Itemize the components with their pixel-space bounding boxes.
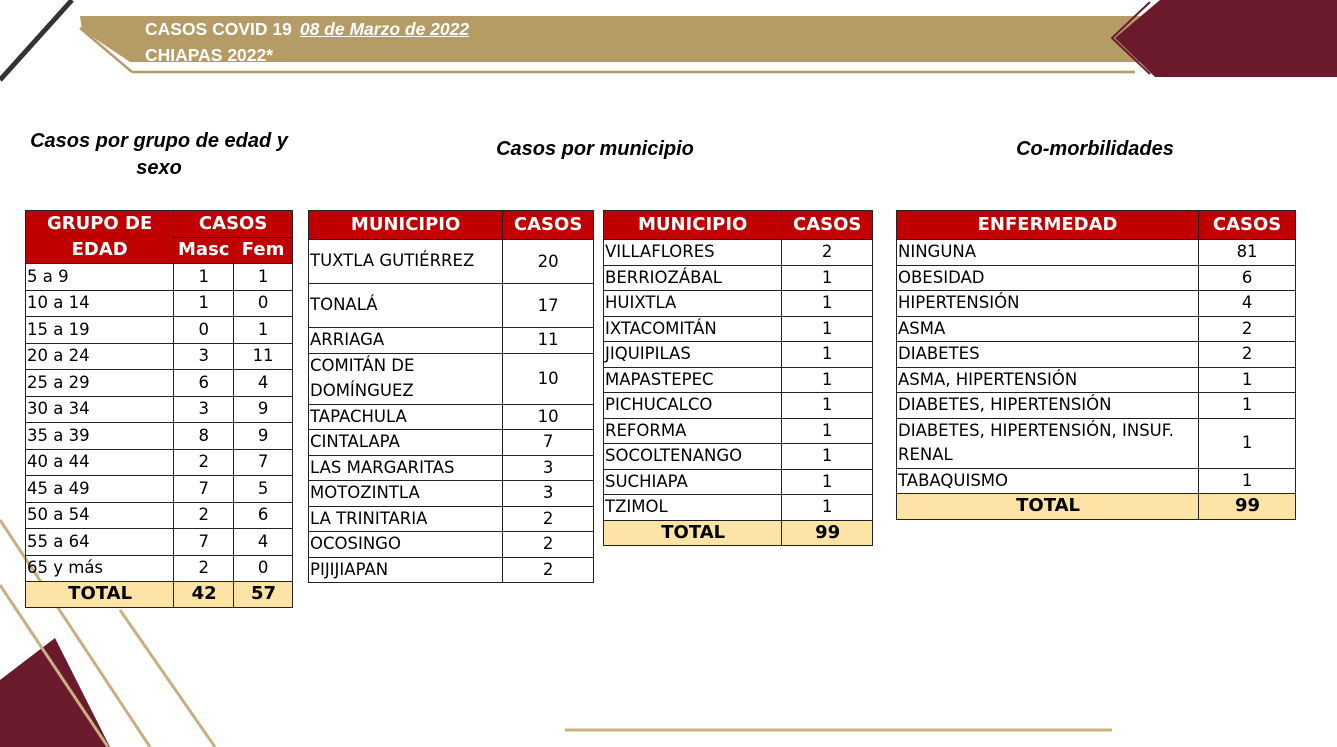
table-row: [309, 506, 594, 532]
table-row: [309, 240, 594, 284]
section-title-comorbid: Co-morbilidades: [1016, 138, 1174, 160]
age-group-cell: 65 y más: [26, 555, 174, 582]
fem-cell: 4: [234, 529, 293, 556]
total-label: TOTAL: [897, 494, 1199, 520]
header-maroon-shape: [1115, 0, 1337, 77]
table-row: [897, 418, 1296, 468]
municipio-table-2: [603, 210, 873, 546]
total-masc: 42: [174, 582, 234, 608]
municipio-cell: SOCOLTENANGO: [604, 444, 782, 470]
cases-cell: 1: [1199, 367, 1296, 393]
cases-header: CASOS: [503, 211, 594, 240]
fem-cell: 5: [234, 476, 293, 503]
table-row: [604, 393, 873, 419]
municipio-cell: SUCHIAPA: [604, 469, 782, 495]
fem-cell: 6: [234, 502, 293, 529]
municipio-cell: LAS MARGARITAS: [309, 455, 503, 481]
municipio-cell: PICHUCALCO: [604, 393, 782, 419]
table-row: [604, 418, 873, 444]
cases-cell: 1: [1199, 418, 1296, 468]
cases-cell: 4: [1199, 291, 1296, 317]
table-row: [309, 481, 594, 507]
fem-header: Fem: [234, 237, 293, 264]
masc-cell: 1: [174, 290, 234, 317]
table-row: [309, 328, 594, 354]
cases-cell: 3: [503, 455, 594, 481]
cases-cell: 1: [782, 316, 873, 342]
table-row: [26, 476, 293, 503]
disease-cell: DIABETES: [897, 342, 1199, 368]
cases-cell: 17: [503, 284, 594, 328]
cases-cell: 10: [503, 353, 594, 404]
cases-cell: 1: [782, 291, 873, 317]
total-label: TOTAL: [26, 582, 174, 608]
cases-cell: 2: [1199, 316, 1296, 342]
cases-header: CASOS: [1199, 211, 1296, 240]
municipio-cell: OCOSINGO: [309, 532, 503, 558]
table-row: [897, 367, 1296, 393]
table-row: [897, 342, 1296, 368]
corner-diagonal: [0, 0, 72, 80]
table-row: [897, 240, 1296, 266]
fem-cell: 4: [234, 370, 293, 397]
table-row: [309, 532, 594, 558]
fem-cell: 7: [234, 449, 293, 476]
disease-cell: HIPERTENSIÓN: [897, 291, 1199, 317]
disease-header: ENFERMEDAD: [897, 211, 1199, 240]
comorbidities-table: [896, 210, 1296, 520]
age-sex-table: [25, 210, 293, 608]
masc-cell: 1: [174, 264, 234, 291]
municipio-cell: CINTALAPA: [309, 430, 503, 456]
municipio-cell: IXTACOMITÁN: [604, 316, 782, 342]
age-group-cell: 40 a 44: [26, 449, 174, 476]
municipio-cell: MOTOZINTLA: [309, 481, 503, 507]
total-fem: 57: [234, 582, 293, 608]
footer-gold-line-3: [120, 610, 215, 747]
table-row: [26, 370, 293, 397]
fem-cell: 9: [234, 396, 293, 423]
section-title-municipio: Casos por municipio: [496, 138, 694, 160]
municipio-cell: REFORMA: [604, 418, 782, 444]
cases-cell: 10: [503, 404, 594, 430]
cases-cell: 2: [503, 506, 594, 532]
cases-cell: 1: [1199, 468, 1296, 494]
total-value: 99: [1199, 494, 1296, 520]
municipio-cell: TUXTLA GUTIÉRREZ: [309, 240, 503, 284]
table-row: [604, 367, 873, 393]
age-group-cell: 35 a 39: [26, 423, 174, 450]
cases-cell: 1: [782, 265, 873, 291]
table-row: [309, 455, 594, 481]
municipio-cell: MAPASTEPEC: [604, 367, 782, 393]
age-group-header: GRUPO DE EDAD: [26, 211, 174, 264]
table-row: [604, 342, 873, 368]
masc-cell: 2: [174, 502, 234, 529]
municipio-cell: PIJIJIAPAN: [309, 557, 503, 583]
masc-cell: 3: [174, 343, 234, 370]
masc-cell: 3: [174, 396, 234, 423]
header-date: 08 de Marzo de 2022: [299, 19, 470, 39]
masc-cell: 2: [174, 555, 234, 582]
age-group-cell: 20 a 24: [26, 343, 174, 370]
cases-cell: 1: [782, 444, 873, 470]
cases-header: CASOS: [174, 211, 293, 238]
municipio-total-row: [604, 520, 873, 546]
table-row: [26, 343, 293, 370]
table-row: [26, 317, 293, 344]
disease-cell: ASMA: [897, 316, 1199, 342]
fem-cell: 9: [234, 423, 293, 450]
header-title: [145, 18, 469, 40]
masc-cell: 7: [174, 529, 234, 556]
municipio-cell: COMITÁN DE DOMÍNGUEZ: [309, 353, 503, 404]
table-row: [26, 423, 293, 450]
municipio-cell: TZIMOL: [604, 495, 782, 521]
section-title-age-sex: Casos por grupo de edad y sexo: [30, 130, 288, 179]
table-row: [897, 265, 1296, 291]
disease-cell: TABAQUISMO: [897, 468, 1199, 494]
masc-header: Masc: [174, 237, 234, 264]
municipio-cell: LA TRINITARIA: [309, 506, 503, 532]
table-row: [26, 502, 293, 529]
table-row: [897, 468, 1296, 494]
cases-cell: 7: [503, 430, 594, 456]
cases-header: CASOS: [782, 211, 873, 240]
municipio-cell: TAPACHULA: [309, 404, 503, 430]
footer-maroon-triangle: [0, 638, 110, 747]
cases-cell: 2: [782, 240, 873, 266]
table-row: [26, 396, 293, 423]
fem-cell: 11: [234, 343, 293, 370]
disease-cell: ASMA, HIPERTENSIÓN: [897, 367, 1199, 393]
table-row: [897, 316, 1296, 342]
cases-cell: 11: [503, 328, 594, 354]
fem-cell: 1: [234, 317, 293, 344]
cases-cell: 1: [782, 393, 873, 419]
table-row: [604, 265, 873, 291]
cases-cell: 20: [503, 240, 594, 284]
table-row: [26, 449, 293, 476]
age-group-cell: 55 a 64: [26, 529, 174, 556]
cases-cell: 1: [782, 495, 873, 521]
table-row: [26, 555, 293, 582]
municipio-header: MUNICIPIO: [309, 211, 503, 240]
age-group-cell: 10 a 14: [26, 290, 174, 317]
table-row: [604, 495, 873, 521]
table-row: [26, 264, 293, 291]
disease-cell: NINGUNA: [897, 240, 1199, 266]
masc-cell: 6: [174, 370, 234, 397]
cases-cell: 1: [782, 418, 873, 444]
age-group-cell: 45 a 49: [26, 476, 174, 503]
age-group-cell: 50 a 54: [26, 502, 174, 529]
table-row: [26, 529, 293, 556]
header-title-text: CASOS COVID 19: [145, 19, 292, 39]
cases-cell: 2: [1199, 342, 1296, 368]
cases-cell: 1: [782, 367, 873, 393]
table-row: [309, 557, 594, 583]
age-group-cell: 15 a 19: [26, 317, 174, 344]
fem-cell: 1: [234, 264, 293, 291]
fem-cell: 0: [234, 290, 293, 317]
municipio-table-1: [308, 210, 594, 583]
disease-cell: DIABETES, HIPERTENSIÓN: [897, 393, 1199, 419]
municipio-cell: BERRIOZÁBAL: [604, 265, 782, 291]
table-row: [604, 240, 873, 266]
disease-cell: DIABETES, HIPERTENSIÓN, INSUF. RENAL: [897, 418, 1199, 468]
table-row: [26, 290, 293, 317]
table-row: [897, 291, 1296, 317]
table-row: [309, 353, 594, 404]
age-total-row: [26, 582, 293, 608]
age-group-cell: 30 a 34: [26, 396, 174, 423]
table-row: [604, 444, 873, 470]
cases-cell: 2: [503, 557, 594, 583]
cases-cell: 81: [1199, 240, 1296, 266]
table-row: [309, 404, 594, 430]
municipio-header: MUNICIPIO: [604, 211, 782, 240]
age-group-cell: 25 a 29: [26, 370, 174, 397]
masc-cell: 8: [174, 423, 234, 450]
table-row: [309, 284, 594, 328]
cases-cell: 1: [782, 342, 873, 368]
municipio-cell: ARRIAGA: [309, 328, 503, 354]
total-label: TOTAL: [604, 520, 782, 546]
municipio-cell: TONALÁ: [309, 284, 503, 328]
table-row: [604, 469, 873, 495]
cases-cell: 1: [782, 469, 873, 495]
comorbid-total-row: [897, 494, 1296, 520]
table-row: [309, 430, 594, 456]
table-row: [604, 316, 873, 342]
masc-cell: 2: [174, 449, 234, 476]
masc-cell: 7: [174, 476, 234, 503]
fem-cell: 0: [234, 555, 293, 582]
municipio-cell: VILLAFLORES: [604, 240, 782, 266]
disease-cell: OBESIDAD: [897, 265, 1199, 291]
municipio-cell: HUIXTLA: [604, 291, 782, 317]
cases-cell: 2: [503, 532, 594, 558]
cases-cell: 6: [1199, 265, 1296, 291]
total-value: 99: [782, 520, 873, 546]
header-subtitle: CHIAPAS 2022*: [145, 45, 274, 65]
table-row: [604, 291, 873, 317]
cases-cell: 1: [1199, 393, 1296, 419]
masc-cell: 0: [174, 317, 234, 344]
table-row: [897, 393, 1296, 419]
age-group-cell: 5 a 9: [26, 264, 174, 291]
municipio-cell: JIQUIPILAS: [604, 342, 782, 368]
cases-cell: 3: [503, 481, 594, 507]
